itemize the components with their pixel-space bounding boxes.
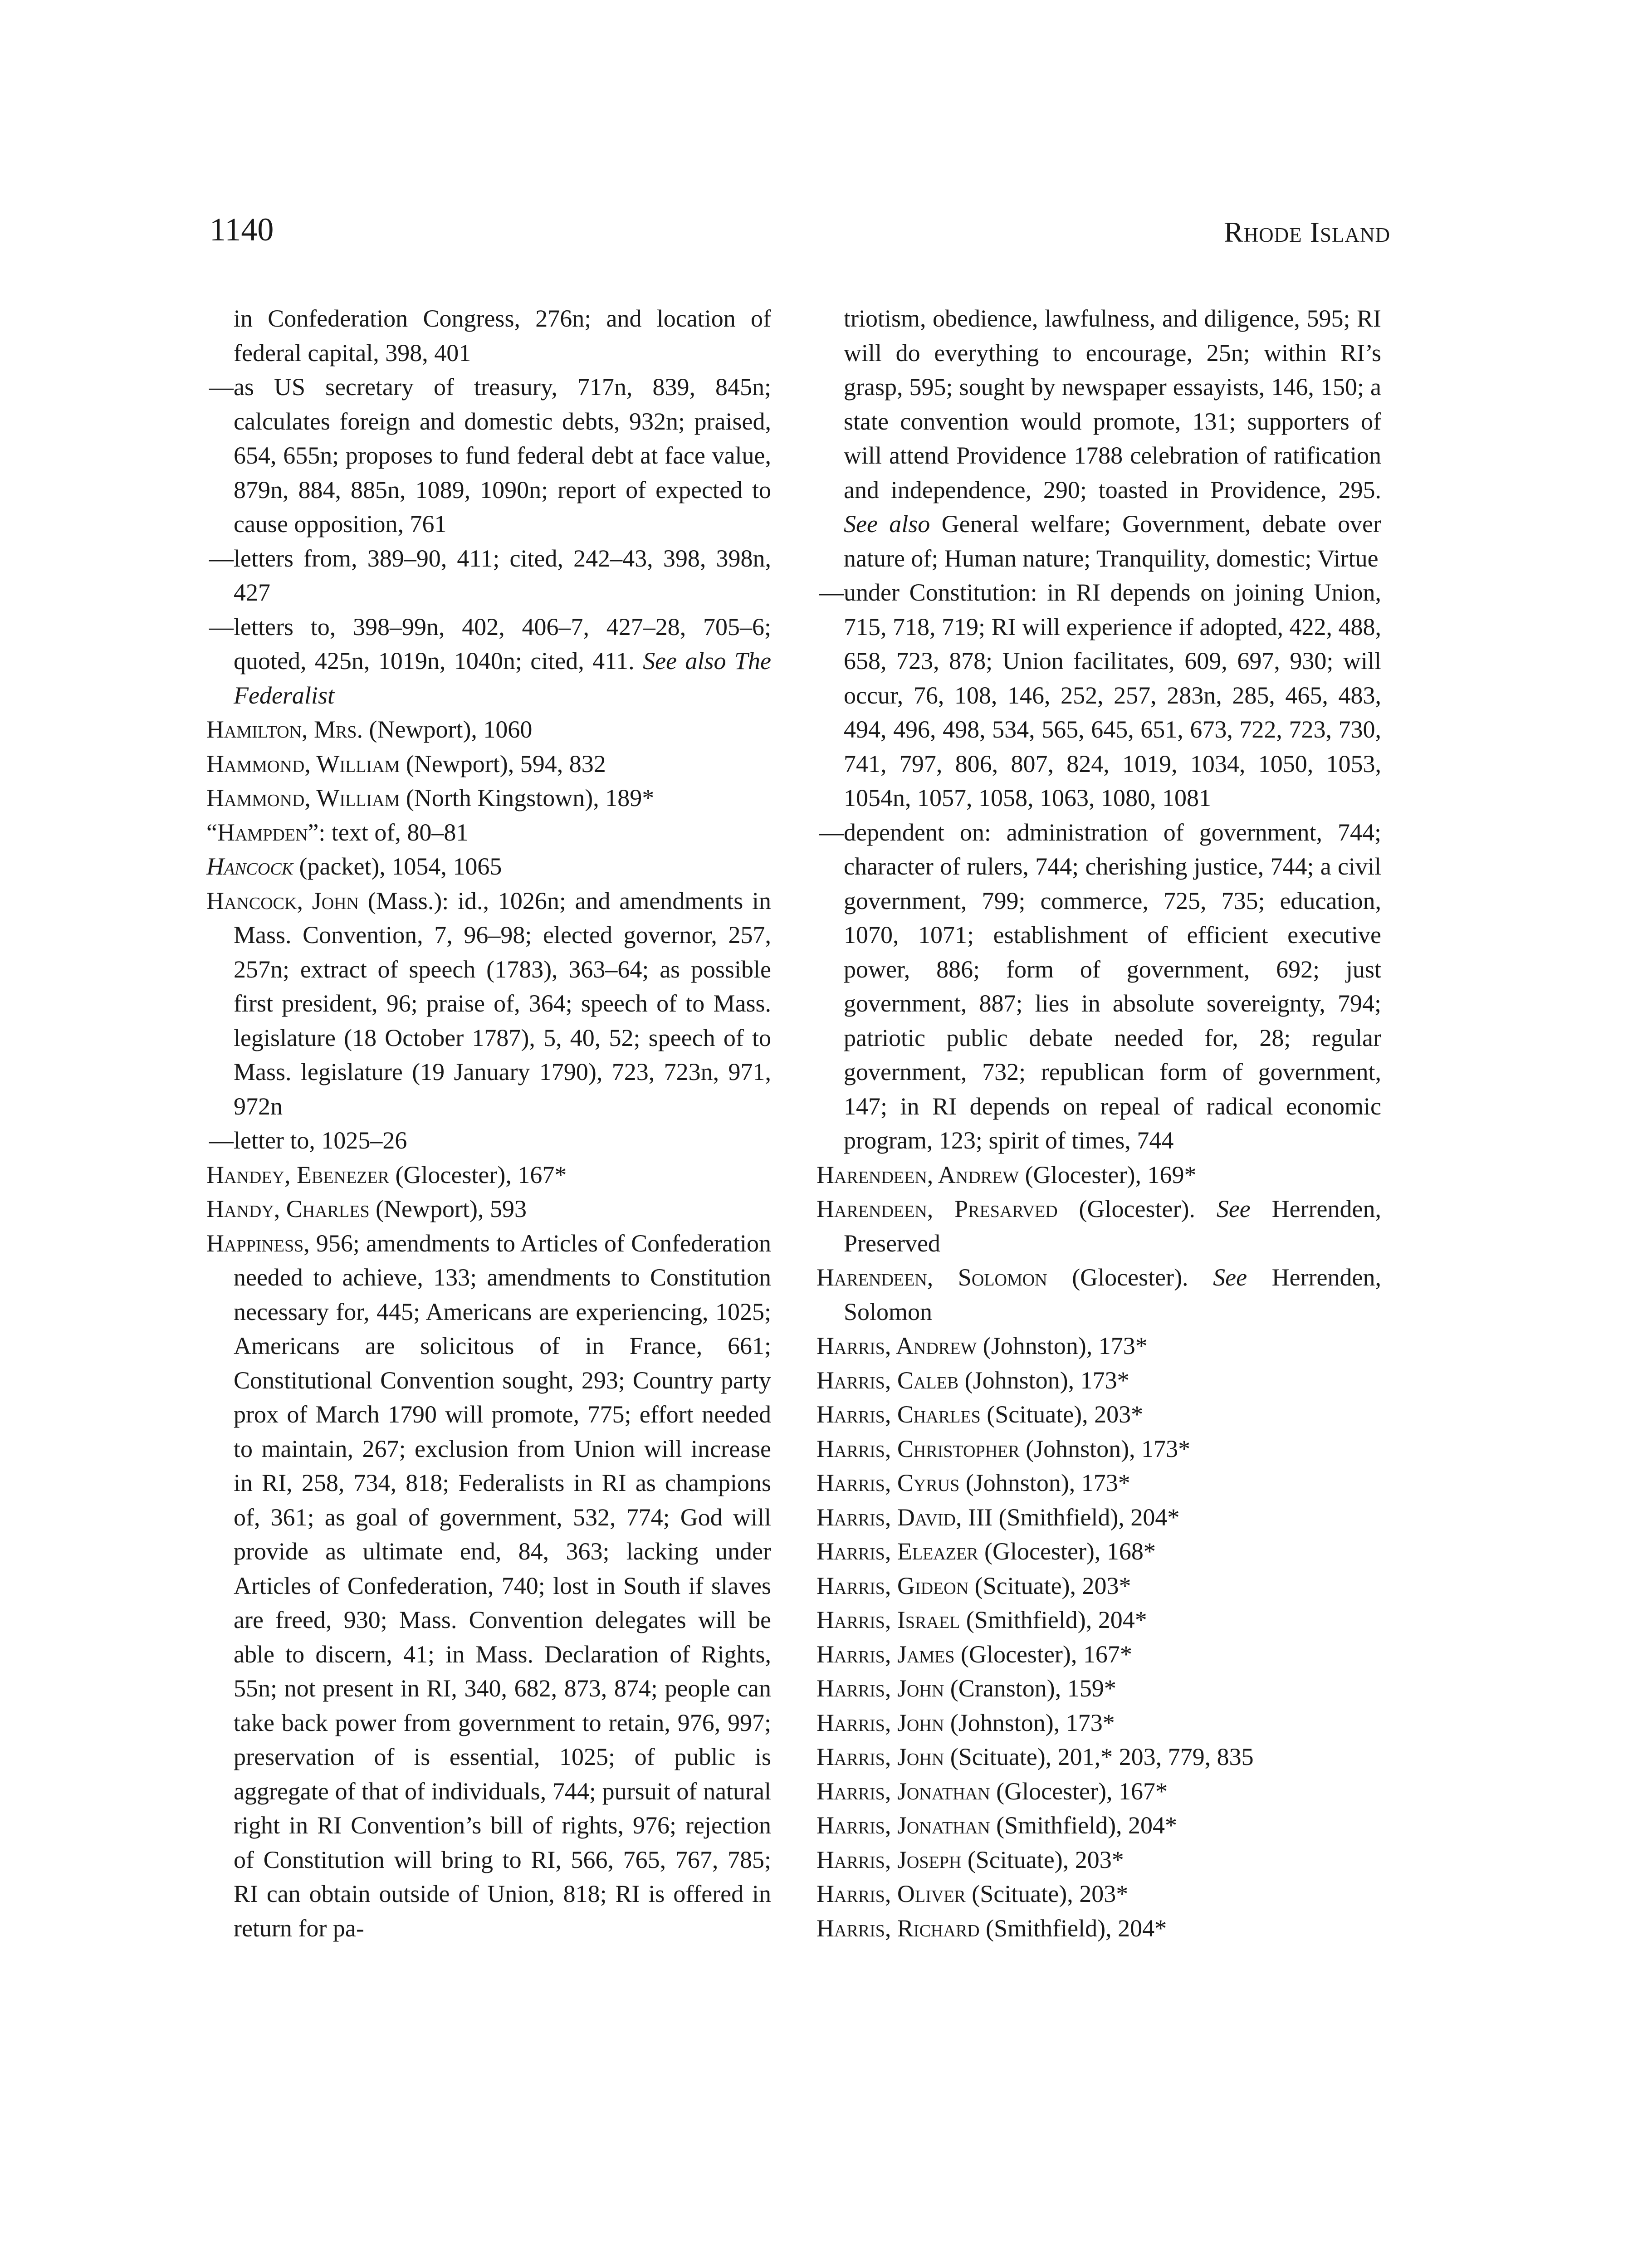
index-subentry	[206, 542, 771, 610]
index-entry	[816, 1877, 1381, 1911]
index-entry: “Hampden”: text of, 80–81	[206, 818, 469, 846]
entry-heading: Happiness	[206, 1229, 304, 1257]
entry-heading: Harris, Richard	[816, 1914, 980, 1942]
entry-heading: Harris, Jonathan	[816, 1812, 990, 1839]
index-entry	[206, 302, 771, 370]
index-entry	[816, 1466, 1381, 1501]
entry-locators: (Johnston), 173*	[958, 1366, 1129, 1394]
entry-locators: (Glocester), 169*	[1019, 1161, 1197, 1188]
entry-locators: triotism, obedience, lawfulness, and diligence, 595; RI will do everything to encourage, 25n; within RI’s grasp, 595; sought by newspaper essayists, 146, 150; a state convention would promote, 131; supporters of will attend Providence 1788 celebration of ratification and independence, 290; toasted in Providence, 295.	[844, 305, 1381, 503]
entry-heading: Harris, John	[816, 1743, 944, 1770]
entry-heading: Hamilton, Mrs.	[206, 716, 363, 743]
see-reference-target: Herrenden, Preserved	[844, 1195, 1381, 1257]
index-entry	[816, 1637, 1381, 1672]
running-head: Rhode Island	[1224, 216, 1390, 248]
entry-locators: (Smithfield), 204*	[979, 1914, 1167, 1942]
entry-locators: : text of, 80–81	[318, 818, 469, 846]
entry-locators: (Scituate), 203*	[968, 1572, 1131, 1599]
see-reference-label: See	[1216, 1195, 1251, 1222]
index-entry	[816, 1809, 1381, 1843]
index-entry	[816, 1329, 1381, 1364]
entry-locators: (Newport), 594, 832	[400, 750, 606, 777]
index-entry	[816, 1501, 1381, 1535]
index-subentry	[816, 576, 1381, 816]
entry-locators: (Johnston), 173*	[944, 1709, 1115, 1736]
index-entry	[206, 713, 771, 747]
see-reference-target: General welfare; Government, debate over nature of; Human nature; Tranquility, domestic; Virtue	[844, 510, 1382, 572]
entry-locators: (Glocester).	[1057, 1195, 1195, 1222]
entry-locators: (Glocester), 167*	[389, 1161, 567, 1188]
entry-locators: (Scituate), 201,* 203, 779, 835	[944, 1743, 1254, 1770]
index-entry	[816, 1432, 1381, 1466]
entry-heading: Harris, Israel	[816, 1606, 960, 1633]
entry-heading: Harris, Cyrus	[816, 1469, 960, 1496]
index-entry	[816, 1911, 1381, 1946]
entry-locators: (Newport), 593	[369, 1195, 527, 1222]
entry-locators: (Scituate), 203*	[965, 1880, 1129, 1907]
entry-locators: (Mass.): id., 1026n; and amendments in Mass. Convention, 7, 96–98; elected governor, 257, 257n; extract of speech (1783), 363–64; as possible first president, 96; praise of, 364; speech of to Mass. legislature (18 October 1787), 5, 40, 52; speech of to Mass. legislature (19 January 1790), 723, 723n, 971, 972n	[234, 887, 771, 1120]
see-reference-label: See also	[844, 510, 930, 538]
entry-heading: Harris, Gideon	[816, 1572, 969, 1599]
entry-locators: letters to, 398–99n, 402, 406–7, 427–28, 705–6; quoted, 425n, 1019n, 1040n; cited, 411.	[234, 613, 771, 675]
entry-heading: Harris, John	[816, 1709, 944, 1736]
entry-heading: Hancock, John	[206, 887, 359, 914]
entry-heading: Harris, Caleb	[816, 1366, 959, 1394]
page-number: 1140	[210, 211, 274, 248]
entry-heading: Harendeen, Solomon	[816, 1264, 1047, 1291]
entry-heading: Hammond, William	[206, 750, 400, 777]
entry-heading: Harendeen, Andrew	[816, 1161, 1019, 1188]
entry-locators: (Scituate), 203*	[980, 1401, 1144, 1428]
entry-locators: (Cranston), 159*	[944, 1675, 1116, 1702]
see-reference-label: See	[1213, 1264, 1247, 1291]
index-entry	[816, 1261, 1381, 1329]
entry-heading: Handy, Charles	[206, 1195, 370, 1222]
entry-locators: as US secretary of treasury, 717n, 839, 845n; calculates foreign and domestic debts, 932n; praised, 654, 655n; proposes to fund federal debt at face value, 879n, 884, 885n, 1089, 1090n; report of expected to cause opposition, 761	[234, 373, 771, 538]
entry-heading: Harris, Charles	[816, 1401, 981, 1428]
entry-heading: Hancock	[206, 853, 293, 880]
entry-locators: in Confederation Congress, 276n; and location of federal capital, 398, 401	[234, 305, 771, 367]
entry-heading: Harris, Eleazer	[816, 1538, 978, 1565]
index-subentry	[206, 610, 771, 713]
index-entry	[206, 1192, 771, 1227]
entry-heading: Harris, Andrew	[816, 1332, 977, 1359]
entry-heading: Harris, James	[816, 1640, 955, 1668]
index-entry	[816, 1158, 1381, 1193]
entry-heading: Hampden	[217, 818, 308, 846]
index-entry	[816, 1603, 1381, 1637]
index-subentry	[206, 370, 771, 542]
entry-locators: (Smithfield), 204*	[990, 1812, 1178, 1839]
index-column-left	[206, 302, 771, 1945]
entry-locators: letter to, 1025–26	[234, 1127, 407, 1154]
index-entry	[816, 1706, 1381, 1740]
entry-heading: Harris, Jonathan	[816, 1777, 990, 1805]
see-reference-target: Herrenden, Solomon	[844, 1264, 1381, 1325]
entry-locators: (Newport), 1060	[363, 716, 533, 743]
index-entry	[816, 1364, 1381, 1398]
index-entry	[206, 884, 771, 1124]
index-entry	[816, 1843, 1381, 1877]
index-entry	[816, 302, 1381, 576]
entry-locators: (Scituate), 203*	[961, 1846, 1124, 1873]
entry-locators: (Glocester), 168*	[978, 1538, 1156, 1565]
entry-locators: (North Kingstown), 189*	[400, 784, 655, 811]
index-entry	[206, 1158, 771, 1193]
index-entry	[206, 1227, 771, 1946]
index-entry	[206, 747, 771, 782]
entry-heading: Harris, Joseph	[816, 1846, 962, 1873]
index-entry	[816, 1192, 1381, 1261]
entry-heading: Harris, David	[816, 1503, 956, 1531]
entry-locators: under Constitution: in RI depends on joining Union, 715, 718, 719; RI will experience if adopted, 422, 488, 658, 723, 878; Union facilitates, 609, 697, 930; will occur, 76, 108, 146, 252, 257, 283n, 285, 465, 483, 494, 496, 498, 534, 565, 645, 651, 673, 722, 723, 730, 741, 797, 806, 807, 824, 1019, 1034, 1050, 1053, 1054n, 1057, 1058, 1063, 1080, 1081	[844, 579, 1381, 811]
entry-locators: (Johnston), 173*	[977, 1332, 1148, 1359]
index-column-right	[816, 302, 1381, 1945]
index-subentry	[206, 1124, 771, 1158]
entry-heading: Handey, Ebenezer	[206, 1161, 389, 1188]
index-entry	[816, 1569, 1381, 1603]
entry-locators: dependent on: administration of government, 744; character of rulers, 744; cherishing justice, 744; a civil government, 799; commerce, 725, 735; education, 1070, 1071; establishment of efficient executive power, 886; form of government, 692; just government, 887; lies in absolute sovereignty, 794; patriotic public debate needed for, 28; regular government, 732; republican form of government, 147; in RI depends on repeal of radical economic program, 123; spirit of times, 744	[844, 818, 1381, 1154]
entry-locators: (Johnston), 173*	[959, 1469, 1130, 1496]
entry-heading: Harris, Christopher	[816, 1435, 1020, 1462]
entry-locators: (packet), 1054, 1065	[293, 853, 502, 880]
entry-heading: Harris, Oliver	[816, 1880, 966, 1907]
entry-locators: (Glocester).	[1047, 1264, 1188, 1291]
entry-heading: Hammond, William	[206, 784, 400, 811]
see-reference-target: The Federalist	[234, 647, 771, 709]
entry-locators: letters from, 389–90, 411; cited, 242–43, 398, 398n, 427	[234, 544, 771, 606]
see-reference-label: See also	[643, 647, 726, 675]
index-entry	[816, 1398, 1381, 1432]
index-entry	[816, 1672, 1381, 1706]
entry-locators: (Smithfield), 204*	[960, 1606, 1147, 1633]
index-entry	[816, 1774, 1381, 1809]
index-entry	[206, 781, 771, 816]
index-subentry	[816, 816, 1381, 1158]
entry-locators: , III (Smithfield), 204*	[956, 1503, 1180, 1531]
index-entry	[206, 850, 771, 884]
entry-locators: (Johnston), 173*	[1019, 1435, 1191, 1462]
entry-locators: (Glocester), 167*	[954, 1640, 1132, 1668]
entry-locators: , 956; amendments to Articles of Confederation needed to achieve, 133; amendments to Constitution necessary for, 445; Americans are experiencing, 1025; Americans are solicitous of in France, 661; Constitutional Convention sought, 293; Country party prox of March 1790 will promote, 775; effort needed to maintain, 267; exclusion from Union will increase in RI, 258, 734, 818; Federalists in RI as champions of, 361; as goal of government, 532, 774; God will provide as ultimate end, 84, 363; lacking under Articles of Confederation, 740; lost in South if slaves are freed, 930; Mass. Convention delegates will be able to discern, 41; in Mass. Declaration of Rights, 55n; not present in RI, 340, 682, 873, 874; people can take back power from government to retain, 976, 997; preservation of is essential, 1025; of public is aggregate of that of individuals, 744; pursuit of natural right in RI Convention’s bill of rights, 976; rejection of Constitution will bring to RI, 566, 765, 767, 785; RI can obtain outside of Union, 818; RI is offered in return for pa-	[234, 1229, 771, 1942]
entry-locators: (Glocester), 167*	[990, 1777, 1168, 1805]
entry-heading: Harendeen, Presarved	[816, 1195, 1058, 1222]
index-entry	[816, 1535, 1381, 1569]
entry-heading: Harris, John	[816, 1675, 944, 1702]
index-entry	[816, 1740, 1381, 1774]
